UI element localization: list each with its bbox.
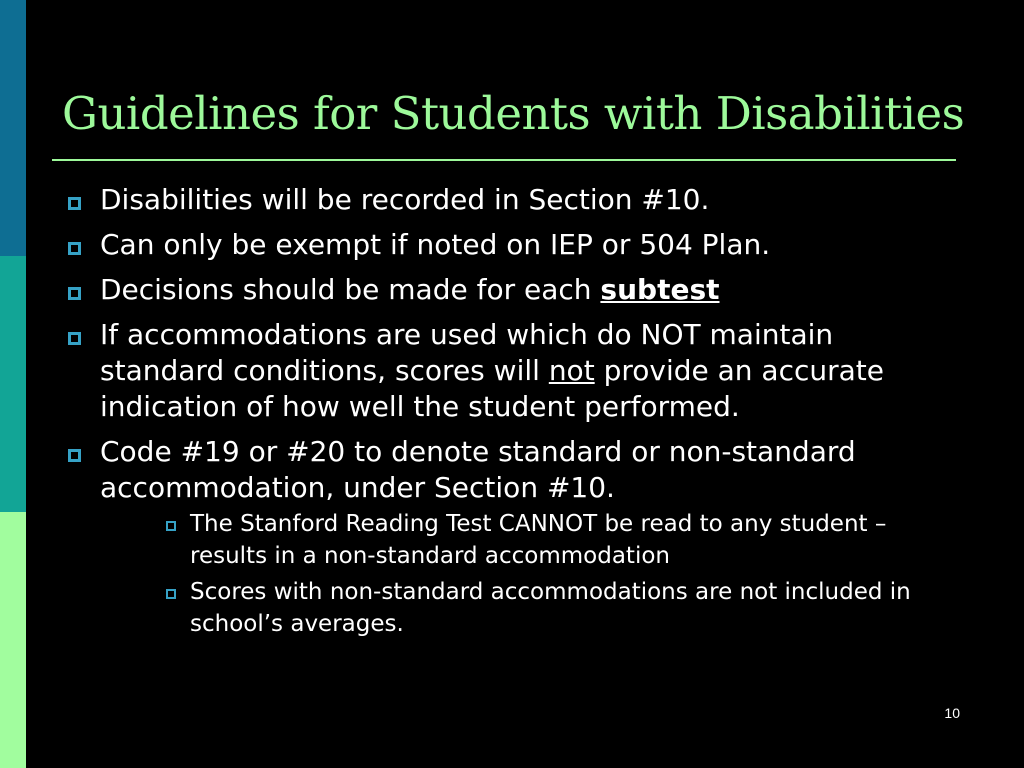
sidebar-band-top — [0, 0, 26, 256]
bullet-item-4 — [62, 317, 962, 425]
title-divider — [52, 159, 956, 161]
bullet-text: If accommodations are used which do NOT maintain standard conditions, scores will — [100, 318, 834, 387]
hollow-square-bullet-icon — [68, 197, 81, 210]
hollow-square-bullet-icon — [166, 521, 176, 531]
bullet-item-1 — [62, 182, 962, 218]
sub-bullet-item-1 — [62, 508, 962, 572]
bullet-text-continued: provide an accurate indication of how well the student performed. — [100, 354, 884, 423]
hollow-square-bullet-icon — [68, 332, 81, 345]
bullet-item-3 — [62, 272, 962, 308]
bullet-emphasis-not: not — [548, 354, 595, 387]
bullet-text: Can only be exempt if noted on IEP or 504 Plan. — [100, 228, 771, 261]
bullet-emphasis-subtest: subtest — [600, 273, 720, 306]
sub-bullet-text: Scores with non-standard accommodations are not included in school’s averages. — [190, 579, 911, 637]
bullet-text: Code #19 or #20 to denote standard or non-standard accommodation, under Section #10. — [100, 435, 856, 504]
decorative-sidebar — [0, 0, 26, 768]
bullet-text: Disabilities will be recorded in Section #10. — [100, 183, 710, 216]
bullet-item-2 — [62, 227, 962, 263]
page-number: 10 — [944, 705, 960, 721]
sub-bullet-text: The Stanford Reading Test CANNOT be read to any student – results in a non-standard accommodation — [190, 511, 887, 569]
bullet-list — [62, 182, 962, 644]
hollow-square-bullet-icon — [68, 242, 81, 255]
sidebar-band-middle — [0, 256, 26, 512]
sub-bullet-item-2 — [62, 576, 962, 640]
hollow-square-bullet-icon — [68, 287, 81, 300]
hollow-square-bullet-icon — [166, 589, 176, 599]
bullet-item-5 — [62, 434, 962, 506]
hollow-square-bullet-icon — [68, 449, 81, 462]
slide-title: Guidelines for Students with Disabilities — [62, 87, 965, 140]
sidebar-band-bottom — [0, 512, 26, 768]
bullet-text: Decisions should be made for each — [100, 273, 601, 306]
